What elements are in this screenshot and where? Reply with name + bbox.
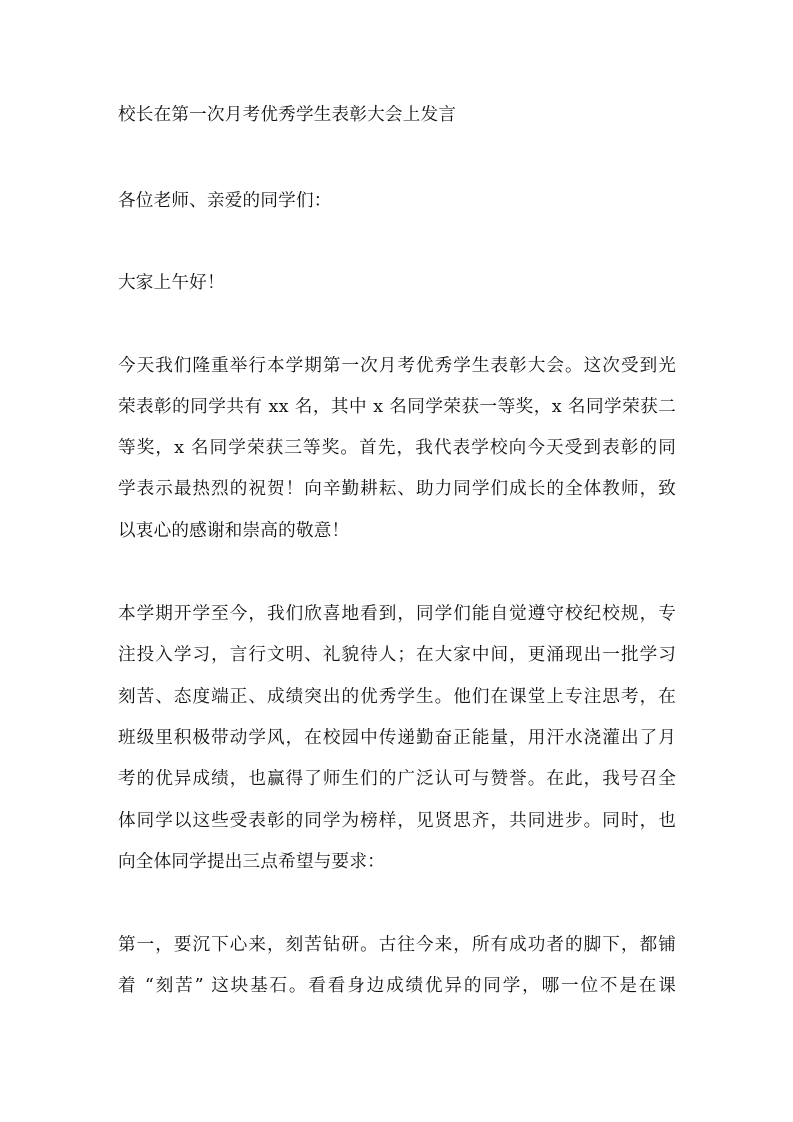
- paragraph-line: 考的优异成绩，也赢得了师生们的广泛认可与赞誉。在此，我号召全: [118, 769, 676, 789]
- paragraph-line: 向全体同学提出三点希望与要求：: [118, 852, 385, 872]
- salutation: 各位老师、亲爱的同学们：: [118, 191, 332, 211]
- paragraph-line: 荣表彰的同学共有 xx 名，其中 x 名同学荣获一等奖，x 名同学荣获二: [118, 397, 676, 417]
- paragraph-line: 刻苦、态度端正、成绩突出的优秀学生。他们在课堂上专注思考，在: [118, 687, 676, 707]
- paragraph-line: 注投入学习，言行文明、礼貌待人；在大家中间，更涌现出一批学习: [118, 645, 676, 665]
- paragraph-line: 着 “刻苦” 这块基石。看看身边成绩优异的同学，哪一位不是在课: [118, 976, 676, 996]
- paragraph-line: 等奖，x 名同学荣获三等奖。首先，我代表学校向今天受到表彰的同: [118, 438, 676, 458]
- paragraph-line: 第一，要沉下心来，刻苦钻研。古往今来，所有成功者的脚下，都铺: [118, 935, 676, 955]
- paragraph-line: 本学期开学至今，我们欣喜地看到，同学们能自觉遵守校纪校规，专: [118, 604, 676, 624]
- paragraph-line: 体同学以这些受表彰的同学为榜样，见贤思齐，共同进步。同时，也: [118, 811, 676, 831]
- document-title: 校长在第一次月考优秀学生表彰大会上发言: [118, 105, 457, 125]
- paragraph-line: 班级里积极带动学风，在校园中传递勤奋正能量，用汗水浇灌出了月: [118, 728, 676, 748]
- paragraph-line: 今天我们隆重举行本学期第一次月考优秀学生表彰大会。这次受到光: [118, 356, 676, 376]
- paragraph-line: 以衷心的感谢和崇高的敬意！: [118, 521, 350, 541]
- greeting: 大家上午好！: [118, 273, 225, 293]
- paragraph-line: 学表示最热烈的祝贺！向辛勤耕耘、助力同学们成长的全体教师，致: [118, 479, 676, 499]
